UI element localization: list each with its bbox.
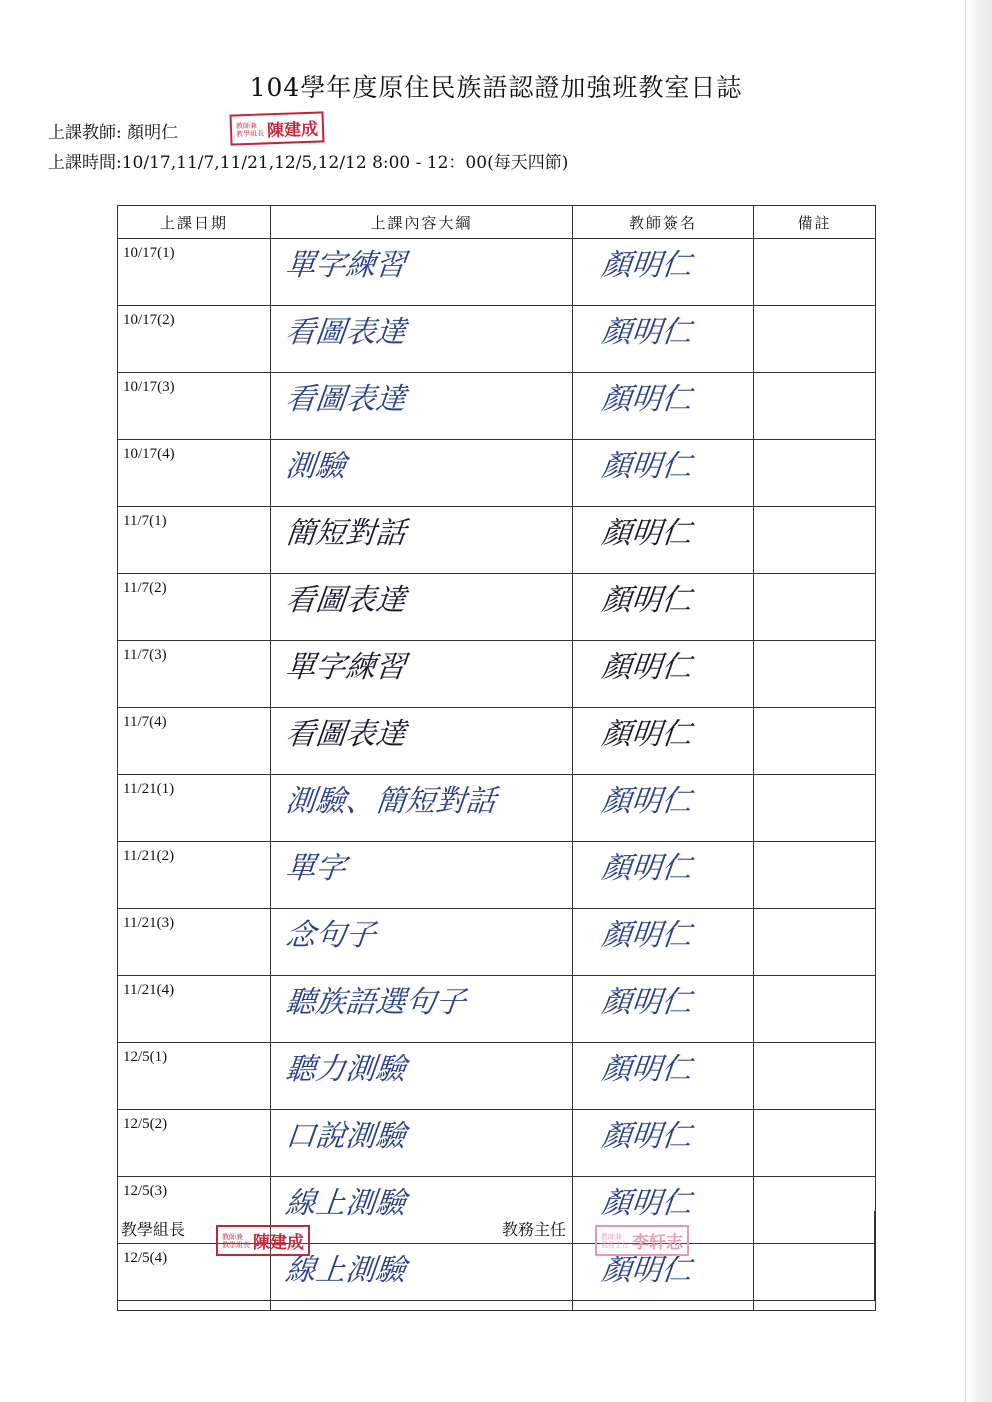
handwritten-content: 看圖表達: [283, 382, 408, 417]
handwritten-signature: 顏明仁: [599, 315, 694, 350]
table-row: [118, 440, 876, 507]
handwritten-signature: 顏明仁: [599, 516, 694, 551]
handwritten-content: 看圖表達: [283, 717, 408, 752]
row-content: [271, 775, 573, 842]
row-content: [271, 440, 573, 507]
handwritten-content: 線上測驗: [283, 1253, 408, 1288]
row-note: [754, 373, 876, 440]
row-date: 11/21(2): [118, 842, 271, 909]
handwritten-content: 簡短對話: [283, 516, 408, 551]
row-date: 12/5(2): [118, 1110, 271, 1177]
seal-name: 李轩志: [632, 1233, 683, 1253]
table-row: [118, 239, 876, 306]
row-note: [754, 440, 876, 507]
table-row: [118, 373, 876, 440]
table-row: [118, 574, 876, 641]
handwritten-content: 聽力測驗: [283, 1052, 408, 1087]
row-signature: [573, 239, 754, 306]
row-signature: [573, 1043, 754, 1110]
page-title: 104學年度原住民族語認證加強班教室日誌: [249, 73, 743, 102]
handwritten-signature: 顏明仁: [599, 985, 694, 1020]
row-date: 11/21(1): [118, 775, 271, 842]
handwritten-signature: 顏明仁: [599, 382, 694, 417]
seal-name: 陳建成: [266, 119, 319, 142]
row-content: [271, 239, 573, 306]
handwritten-signature: 顏明仁: [599, 449, 694, 484]
row-signature: [573, 775, 754, 842]
row-note: [754, 641, 876, 708]
table-row: [118, 842, 876, 909]
row-note: [754, 976, 876, 1043]
leader-label: 教學組長: [121, 1220, 186, 1239]
row-content: [271, 842, 573, 909]
header-date: 上課日期: [118, 206, 271, 239]
row-content: [271, 306, 573, 373]
table-row: [118, 306, 876, 373]
row-signature: [573, 373, 754, 440]
row-note: [754, 708, 876, 775]
row-date: 12/5(3): [118, 1177, 271, 1244]
row-signature: [573, 306, 754, 373]
row-signature: [573, 976, 754, 1043]
handwritten-content: 口說測驗: [283, 1119, 408, 1154]
handwritten-signature: 顏明仁: [599, 248, 694, 283]
row-date: 11/7(1): [118, 507, 271, 574]
handwritten-signature: 顏明仁: [599, 1052, 694, 1087]
row-content: [271, 708, 573, 775]
row-date: 10/17(4): [118, 440, 271, 507]
handwritten-signature: 顏明仁: [599, 784, 694, 819]
row-content: [271, 574, 573, 641]
row-content: [271, 1043, 573, 1110]
table-row: [118, 708, 876, 775]
handwritten-signature: 顏明仁: [599, 851, 694, 886]
row-date: 11/21(4): [118, 976, 271, 1043]
scan-edge-line: [965, 0, 966, 1402]
table-row: [118, 976, 876, 1043]
table-body: [118, 239, 876, 1311]
header-note: 備註: [754, 206, 876, 239]
row-date: 12/5(1): [118, 1043, 271, 1110]
row-signature: [573, 1110, 754, 1177]
row-signature: [573, 708, 754, 775]
row-signature: [573, 909, 754, 976]
row-note: [754, 842, 876, 909]
row-note: [754, 574, 876, 641]
row-note: [754, 1043, 876, 1110]
row-date: 10/17(2): [118, 306, 271, 373]
handwritten-content: 線上測驗: [283, 1186, 408, 1221]
row-note: [754, 775, 876, 842]
row-content: [271, 507, 573, 574]
handwritten-signature: 顏明仁: [599, 1186, 694, 1221]
table-header-row: [118, 206, 876, 239]
row-content: [271, 641, 573, 708]
handwritten-content: 測驗、簡短對話: [283, 784, 498, 819]
handwritten-signature: 顏明仁: [599, 1119, 694, 1154]
row-content: [271, 373, 573, 440]
teacher-line: [48, 118, 178, 143]
handwritten-content: 單字: [283, 851, 348, 886]
row-signature: [573, 440, 754, 507]
handwritten-signature: 顏明仁: [599, 650, 694, 685]
schedule-value: 10/17,11/7,11/21,12/5,12/12 8:00 - 12：00(每天四節): [121, 153, 569, 173]
seal-title: 教師兼 教學組長: [222, 1232, 250, 1249]
handwritten-content: 單字練習: [283, 650, 408, 685]
approval-footer: [117, 1211, 875, 1301]
row-signature: [573, 842, 754, 909]
seal-title: 教師兼 教務主任: [601, 1232, 629, 1249]
table-row: [118, 1043, 876, 1110]
handwritten-content: 念句子: [283, 918, 378, 953]
director-seal-stamp: [595, 1225, 689, 1256]
seal-name: 陳建成: [253, 1233, 304, 1253]
row-note: [754, 239, 876, 306]
handwritten-signature: 顏明仁: [599, 1253, 694, 1288]
row-date: 11/21(3): [118, 909, 271, 976]
table-row: [118, 507, 876, 574]
handwritten-content: 單字練習: [283, 248, 408, 283]
scan-edge: [966, 0, 992, 1402]
handwritten-signature: 顏明仁: [599, 717, 694, 752]
table-row: [118, 775, 876, 842]
row-date: 11/7(4): [118, 708, 271, 775]
handwritten-content: 看圖表達: [283, 315, 408, 350]
schedule-line: [48, 148, 568, 173]
seal-title: 教師兼 教學組長: [235, 121, 265, 138]
teacher-label: 上課教師:: [48, 123, 122, 143]
handwritten-content: 看圖表達: [283, 583, 408, 618]
row-date: 10/17(3): [118, 373, 271, 440]
row-note: [754, 507, 876, 574]
row-content: [271, 976, 573, 1043]
director-label: 教務主任: [502, 1220, 567, 1239]
row-content: [271, 909, 573, 976]
row-signature: [573, 507, 754, 574]
class-log-table: [117, 205, 876, 1311]
handwritten-signature: 顏明仁: [599, 918, 694, 953]
row-note: [754, 909, 876, 976]
table-row: [118, 1110, 876, 1177]
row-note: [754, 1110, 876, 1177]
row-signature: [573, 641, 754, 708]
row-date: 12/5(4): [118, 1244, 271, 1311]
handwritten-signature: 顏明仁: [599, 583, 694, 618]
teacher-name: 顏明仁: [127, 123, 179, 143]
header-content: 上課內容大綱: [271, 206, 573, 239]
row-date: 11/7(2): [118, 574, 271, 641]
row-content: [271, 1110, 573, 1177]
table-row: [118, 641, 876, 708]
handwritten-content: 聽族語選句子: [283, 985, 468, 1020]
header-seal-stamp: [229, 111, 324, 145]
schedule-label: 上課時間:: [48, 153, 122, 173]
header-signature: 教師簽名: [573, 206, 754, 239]
row-date: 10/17(1): [118, 239, 271, 306]
row-date: 11/7(3): [118, 641, 271, 708]
handwritten-content: 測驗: [283, 449, 348, 484]
row-signature: [573, 574, 754, 641]
leader-seal-stamp: [216, 1225, 310, 1256]
table-row: [118, 909, 876, 976]
row-note: [754, 306, 876, 373]
